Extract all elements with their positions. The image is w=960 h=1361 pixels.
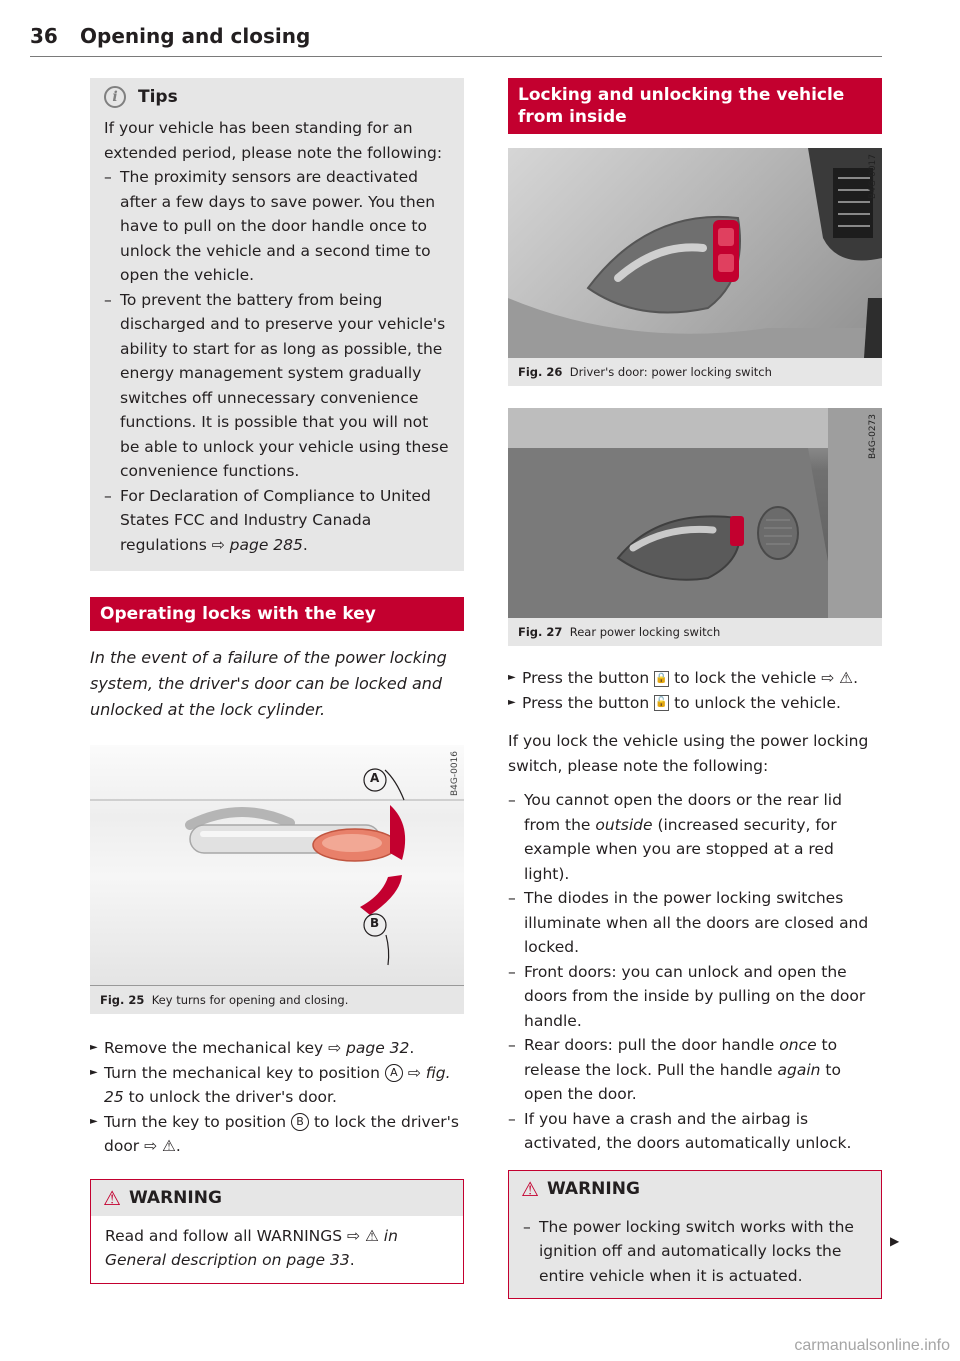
list-item: – The proximity sensors are deactivated after a few days to save power. You then have to pull on the door handle once to unlock the vehicle and a second time to open the vehicle. — [104, 165, 450, 288]
driver-door-photo — [508, 148, 882, 358]
warning-icon: ⚠ — [521, 1176, 539, 1201]
list-item — [90, 1036, 464, 1061]
list-item: – Front doors: you can unlock and open the doors from the inside by pulling on the door handle. — [508, 960, 882, 1034]
tips-box — [90, 78, 464, 571]
right-column — [508, 78, 882, 1299]
step-end: . — [409, 1039, 415, 1057]
figure-25 — [90, 745, 464, 1014]
page-ref-link[interactable]: ⇨ page 285 — [211, 535, 303, 554]
caption-text: Driver's door: power locking switch — [569, 365, 772, 379]
item-text: Rear doors: pull the door handle — [524, 1036, 780, 1054]
tips-intro: If your vehicle has been standing for an extended period, please note the following: — [104, 119, 443, 162]
label-a: A — [370, 771, 380, 785]
warning-item: – The power locking switch works with the ignition off and automatically locks the entire vehicle when it is actuated. — [523, 1215, 867, 1289]
unlock-key-icon: 🔓 — [654, 695, 669, 711]
list-item — [90, 1110, 464, 1159]
intro-key: In the event of a failure of the power locking system, the driver's door can be locked and unlocked at the lock cylinder. — [90, 648, 447, 719]
inside-paragraph: If you lock the vehicle using the power locking switch, please note the following: — [508, 732, 869, 775]
list-item: – If you have a crash and the airbag is activated, the doors automatically unlock. — [508, 1107, 882, 1156]
figure-27 — [508, 408, 882, 646]
list-item — [508, 788, 882, 886]
list-item — [508, 691, 882, 716]
warning-ref-link[interactable]: in General description on page 33 — [105, 1226, 398, 1269]
driver-door-graphic — [508, 148, 882, 358]
key-turn-graphic — [90, 745, 464, 985]
item-em: once — [779, 1036, 817, 1054]
list-item-text: For Declaration of Compliance to United States FCC and Industry Canada regulations — [120, 486, 431, 554]
section-title: Opening and closing — [80, 24, 311, 48]
watermark: carmanualsonline.info — [794, 1337, 950, 1354]
item-text: (increased security, for example when you are stopped at a red light). — [524, 815, 837, 883]
step-text: Turn the key to position — [104, 1112, 292, 1131]
caption-text: Rear power locking switch — [569, 625, 721, 639]
lock-key-icon: 🔒 — [654, 671, 669, 687]
list-item: – To prevent the battery from being discharged and to preserve your vehicle's ability to start for as long as possible, the energy management system gradually switches off unnecessary convenience functions. It is possible that you will not be able to unlock your vehicle using these convenience functions. — [104, 288, 450, 484]
figure-code: B4G-0273 — [868, 414, 878, 460]
position-b-badge: B — [291, 1113, 309, 1131]
door-handle-illustration — [90, 745, 464, 986]
figure-ref-link[interactable]: ⇨ fig. 25 — [104, 1063, 451, 1106]
list-item — [508, 1033, 882, 1107]
position-a-badge: A — [385, 1064, 403, 1082]
list-item: – The diodes in the power locking switches illuminate when all the doors are closed and locked. — [508, 886, 882, 960]
step-text: Press the button — [522, 669, 655, 687]
figure-caption — [508, 358, 882, 386]
rear-door-photo — [508, 408, 882, 618]
list-item — [104, 484, 450, 558]
left-column — [90, 78, 464, 1284]
rear-door-graphic — [508, 408, 882, 618]
item-text: You cannot open the doors or the rear lid from the — [524, 791, 842, 834]
figure-caption — [90, 986, 464, 1014]
warning-title: WARNING — [128, 1187, 222, 1208]
tips-list — [104, 165, 450, 557]
figure-code: B4G-0017 — [868, 154, 878, 200]
inside-list — [508, 788, 882, 1156]
step-end: to lock the driver's door ⇨ ⚠. — [104, 1112, 459, 1155]
list-item — [90, 1061, 464, 1110]
label-b: B — [370, 916, 380, 930]
item-em: outside — [595, 815, 653, 834]
step-end: to unlock the driver's door. — [123, 1088, 337, 1106]
list-item — [508, 666, 882, 691]
page-ref-link[interactable]: ⇨ page 32 — [328, 1039, 410, 1057]
info-icon: i — [104, 86, 126, 108]
step-text: Press the button — [522, 693, 655, 712]
figure-caption — [508, 618, 882, 646]
tips-title: Tips — [138, 87, 178, 107]
figure-label: Fig. 26 — [518, 365, 563, 379]
step-text: Turn the mechanical key to position — [104, 1063, 385, 1082]
step-text: Remove the mechanical key — [104, 1039, 329, 1057]
figure-code: B4G-0016 — [450, 751, 460, 797]
item-em: again — [777, 1060, 821, 1079]
item-text: to open the door. — [524, 1060, 841, 1103]
heading-inside: Locking and unlocking the vehicle from inside — [508, 78, 882, 134]
figure-label: Fig. 25 — [100, 993, 145, 1007]
figure-26 — [508, 148, 882, 386]
continue-arrow-icon: ▶ — [890, 1234, 900, 1248]
caption-text: Key turns for opening and closing. — [151, 993, 349, 1007]
page-number: 36 — [30, 24, 58, 48]
steps-key — [90, 1036, 464, 1159]
page-header — [30, 22, 882, 57]
warning-icon: ⚠ — [103, 1185, 121, 1210]
warning-title: WARNING — [546, 1178, 640, 1199]
heading-key: Operating locks with the key — [90, 597, 464, 631]
list-item-end: . — [302, 535, 308, 554]
warning-end: . — [349, 1251, 355, 1269]
warning-text-span: Read and follow all WARNINGS ⇨ ⚠ — [105, 1226, 384, 1245]
warning-text — [105, 1224, 449, 1273]
item-text: to release the lock. Pull the handle — [524, 1036, 838, 1079]
step-text: to unlock the vehicle. — [669, 693, 841, 712]
warning-key — [90, 1179, 464, 1284]
figure-label: Fig. 27 — [518, 625, 563, 639]
step-text: to lock the vehicle ⇨ ⚠. — [669, 669, 859, 687]
warning-inside — [508, 1170, 882, 1300]
steps-inside — [508, 666, 882, 715]
